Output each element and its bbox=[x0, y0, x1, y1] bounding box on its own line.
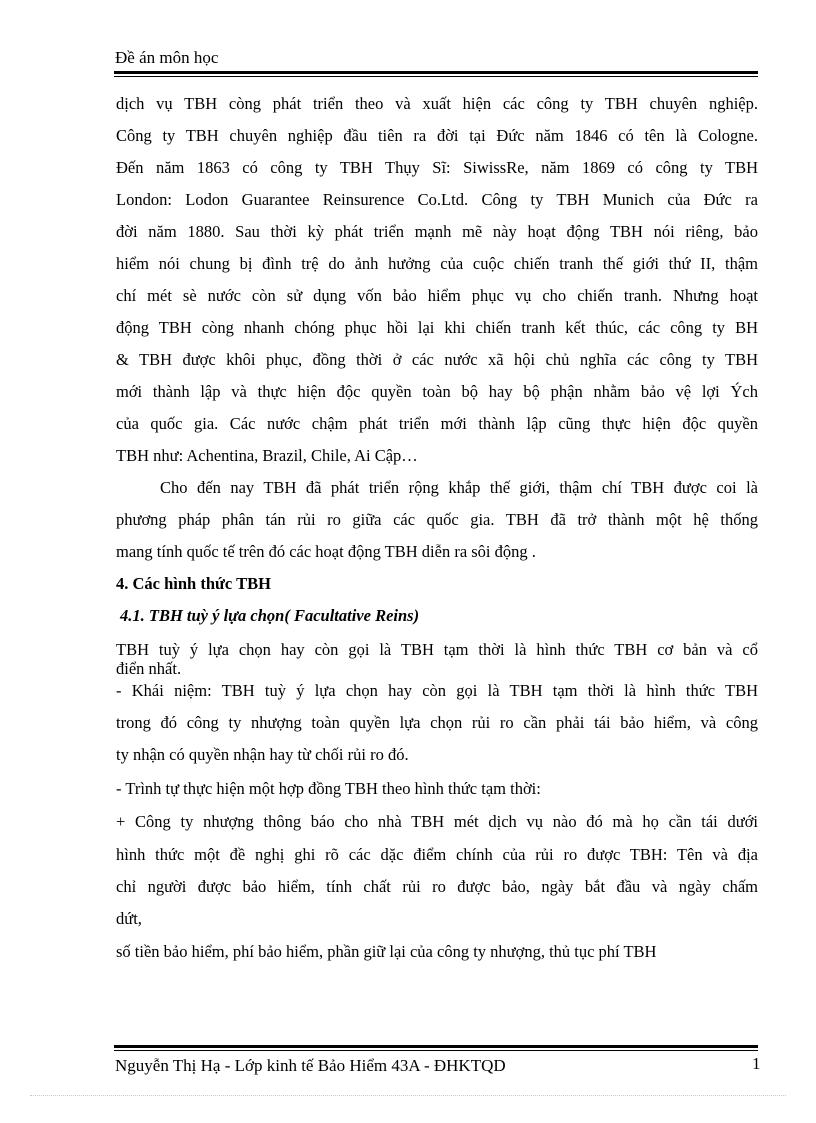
body-line: dứt, bbox=[116, 909, 142, 928]
body-line: hiểm nói chung bị đình trệ do ảnh hưởng của cuộc chiến tranh thế giới thứ II, thậm bbox=[116, 254, 758, 273]
body-line: London: Lodon Guarantee Reinsurence Co.Ltd. Công ty TBH Munich của Đức ra bbox=[116, 190, 758, 209]
body-line: - Khái niệm: TBH tuỳ ý lựa chọn hay còn gọi là TBH tạm thời là hình thức TBH bbox=[116, 681, 758, 700]
body-line: ty nhận có quyền nhận hay từ chối rủi ro đó. bbox=[116, 745, 409, 764]
body-line: TBH tuỳ ý lựa chọn hay còn gọi là TBH tạm thời là hình thức TBH cơ bản và cổ bbox=[116, 640, 758, 659]
body-line: hình thức một đề nghị ghi rõ các dặc điểm chính của rủi ro được TBH: Tên và địa bbox=[116, 845, 758, 864]
footer-author: Nguyễn Thị Hạ - Lớp kinh tế Bảo Hiểm 43A - ĐHKTQD bbox=[115, 1056, 506, 1075]
footer-rule-thick bbox=[114, 1045, 758, 1048]
body-line: mới thành lập và thực hiện độc quyền toàn bộ hay bộ phận nhằm bảo vệ lợi Ých bbox=[116, 382, 758, 401]
body-line: điển nhất. bbox=[116, 659, 182, 678]
body-line: Đến năm 1863 có công ty TBH Thụy Sĩ: SiwissRe, năm 1869 có công ty TBH bbox=[116, 158, 758, 177]
footer-rule-thin bbox=[114, 1050, 758, 1051]
page-number: 1 bbox=[752, 1054, 761, 1073]
body-line: động TBH còng nhanh chóng phục hồi lại khi chiến tranh kết thúc, các công ty BH bbox=[116, 318, 758, 337]
body-line: TBH như: Achentina, Brazil, Chile, Ai Cập… bbox=[116, 446, 418, 465]
body-line: + Công ty nhượng thông báo cho nhà TBH mét dịch vụ nào đó mà họ cần tái dưới bbox=[116, 812, 758, 831]
section-heading: 4. Các hình thức TBH bbox=[116, 574, 271, 593]
body-line: & TBH được khôi phục, đồng thời ở các nước xã hội chủ nghĩa các công ty TBH bbox=[116, 350, 758, 369]
body-line: Công ty TBH chuyên nghiệp đầu tiên ra đời tại Đức năm 1846 có tên là Cologne. bbox=[116, 126, 758, 145]
header-rule-thick bbox=[114, 71, 758, 74]
page-edge-dotted-line bbox=[30, 1095, 786, 1096]
body-line: số tiền bảo hiểm, phí bảo hiểm, phần giữ lại của công ty nhượng, thủ tục phí TBH bbox=[116, 942, 657, 961]
body-line: mang tính quốc tế trên đó các hoạt động TBH diễn ra sôi động . bbox=[116, 542, 536, 561]
subsection-heading: 4.1. TBH tuỳ ý lựa chọn( Facultative Reins) bbox=[120, 606, 420, 625]
header-rule-thin bbox=[114, 76, 758, 77]
body-line: phương pháp phân tán rủi ro giữa các quốc gia. TBH đã trở thành một hệ thống bbox=[116, 510, 758, 529]
body-line: của quốc gia. Các nước chậm phát triển mới thành lập cũng thực hiện độc quyền bbox=[116, 414, 758, 433]
body-line: đời năm 1880. Sau thời kỳ phát triển mạnh mẽ này hoạt động TBH nói riêng, bảo bbox=[116, 222, 758, 241]
body-line: dịch vụ TBH còng phát triển theo và xuất hiện các công ty TBH chuyên nghiệp. bbox=[116, 94, 758, 113]
body-line: - Trình tự thực hiện một hợp đồng TBH theo hình thức tạm thời: bbox=[116, 779, 541, 798]
body-line: chỉ người được bảo hiểm, tính chất rủi ro được bảo, ngày bắt đầu và ngày chấm bbox=[116, 877, 758, 896]
body-line: Cho đến nay TBH đã phát triển rộng khắp thế giới, thậm chí TBH được coi là bbox=[160, 478, 758, 497]
body-line: trong đó công ty nhượng toàn quyền lựa chọn rủi ro cần phải tái bảo hiểm, và công bbox=[116, 713, 758, 732]
header-title: Đề án môn học bbox=[115, 48, 219, 67]
body-line: chí mét sè nước còn sử dụng vốn bảo hiểm phục vụ cho chiến tranh. Nhưng hoạt bbox=[116, 286, 758, 305]
